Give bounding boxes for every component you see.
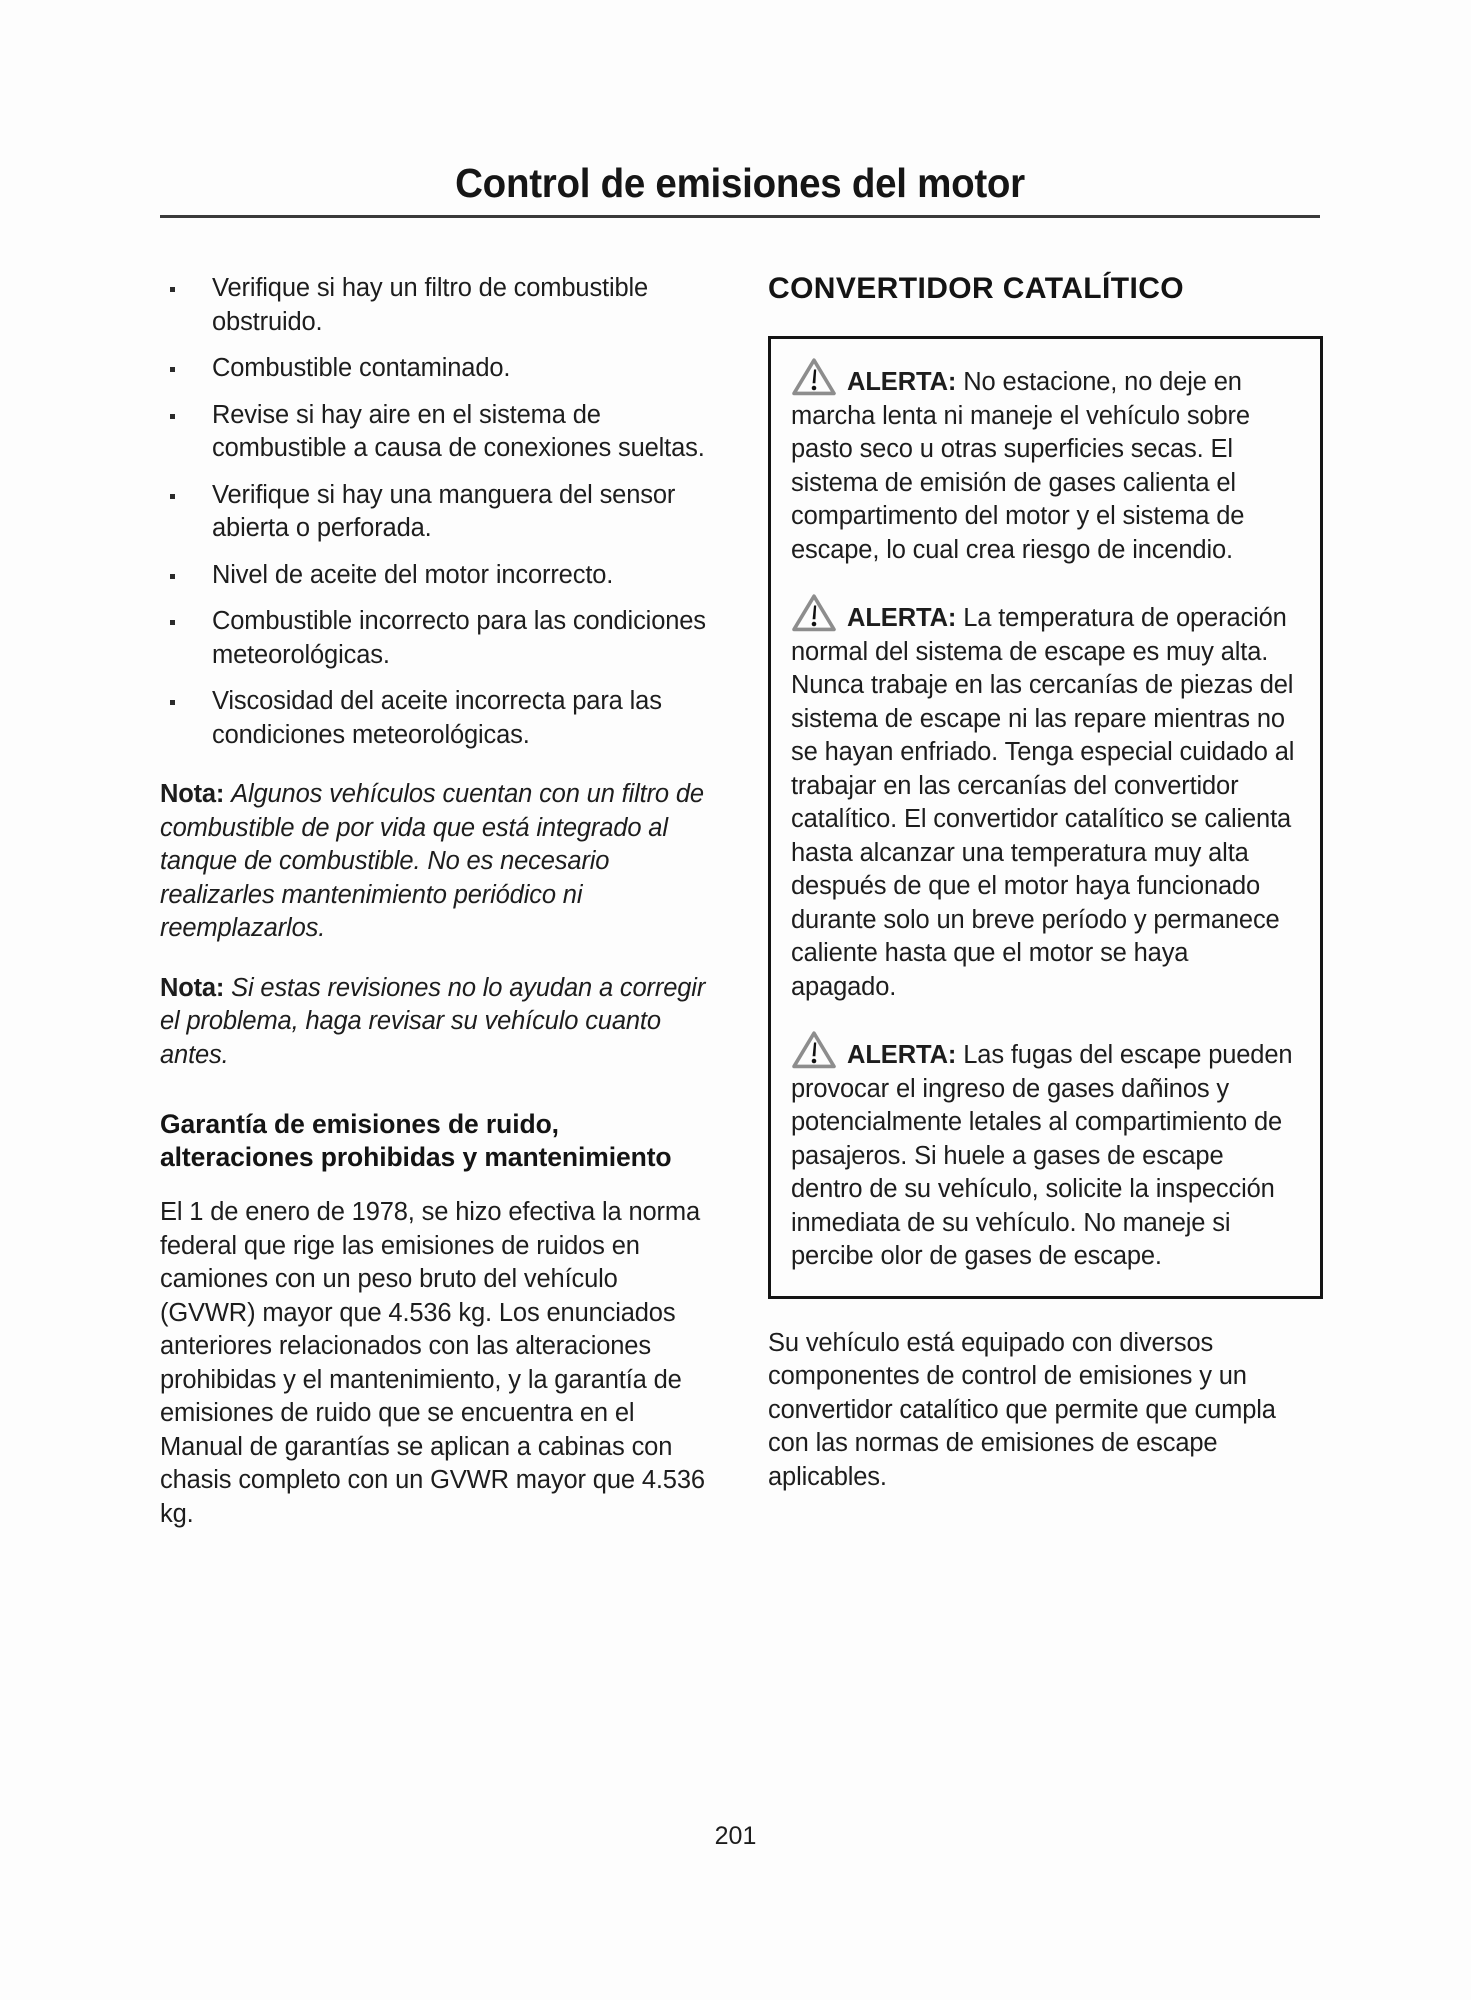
warning-triangle-icon <box>791 1030 837 1070</box>
list-item-text: Combustible contaminado. <box>212 354 511 382</box>
list-item-text: Verifique si hay una manguera del sensor abierta o perforada. <box>212 480 676 542</box>
note-label: Nota: <box>160 780 225 808</box>
alert-body: No estacione, no deje en marcha lenta ni maneje el vehículo sobre pasto seco u otras superficies secas. El sistema de emisión de gases calienta el compartimento del motor y el sistema de escape, lo cual crea riesgo de incendio. <box>791 368 1250 564</box>
alert-item <box>791 1030 1300 1274</box>
list-item-text: Revise si hay aire en el sistema de combustible a causa de conexiones sueltas. <box>212 400 705 462</box>
alert-paragraph <box>791 593 1300 1004</box>
list-item <box>160 559 715 593</box>
list-item <box>160 479 715 546</box>
alert-paragraph <box>791 357 1300 567</box>
alert-body: La temperatura de operación normal del sistema de escape es muy alta. Nunca trabaje en las cercanías de piezas del sistema de escape ni las repare mientras no se hayan enfriado. Tenga especial cuidado al trabajar en las cercanías del convertidor catalítico. El convertidor catalítico se calienta hasta alcanzar una temperatura muy alta después de que el motor haya funcionado durante solo un breve período y permanece caliente hasta que el motor se haya apagado. <box>791 604 1295 1001</box>
list-item <box>160 399 715 466</box>
list-item <box>160 685 715 752</box>
page-header <box>160 160 1320 207</box>
alert-label: ALERTA: <box>847 1041 957 1069</box>
list-item-text: Combustible incorrecto para las condiciones meteorológicas. <box>212 607 706 669</box>
alert-label: ALERTA: <box>847 604 957 632</box>
closing-paragraph: Su vehículo está equipado con diversos componentes de control de emisiones y un convertidor catalítico que permite que cumpla con las normas de emisiones de escape aplicables. <box>768 1328 1276 1491</box>
bullet-dot-icon <box>170 494 175 499</box>
left-column <box>160 272 715 1531</box>
page-number: 201 <box>714 1822 757 1850</box>
bullet-dot-icon <box>170 414 175 419</box>
list-item-text: Verifique si hay un filtro de combustible obstruido. <box>212 274 649 336</box>
symptom-bullet-list <box>160 272 715 752</box>
note-block <box>160 972 715 1073</box>
bullet-dot-icon <box>170 700 175 705</box>
bullet-dot-icon <box>170 620 175 625</box>
subsection-heading: Garantía de emisiones de ruido, alteraciones prohibidas y mantenimiento <box>160 1109 672 1172</box>
bullet-dot-icon <box>170 367 175 372</box>
right-column <box>768 272 1323 1494</box>
bullet-dot-icon <box>170 574 175 579</box>
list-item-text: Viscosidad del aceite incorrecta para las condiciones meteorológicas. <box>212 687 662 749</box>
list-item <box>160 352 715 386</box>
note-text: Algunos vehículos cuentan con un filtro de combustible de por vida que está integrado al tanque de combustible. No es necesario realizarles mantenimiento periódico ni reemplazarlos. <box>160 780 704 942</box>
header-divider <box>160 215 1320 218</box>
body-paragraph: El 1 de enero de 1978, se hizo efectiva la norma federal que rige las emisiones de ruidos en camiones con un peso bruto del vehículo (GVWR) mayor que 4.536 kg. Los enunciados anteriores relacionados con las alteraciones prohibidas y el mantenimiento, y la garantía de emisiones de ruido que se encuentra en el Manual de garantías se aplican a cabinas con chasis completo con un GVWR mayor que 4.536 kg. <box>160 1198 705 1528</box>
note-block <box>160 778 715 946</box>
page-title: Control de emisiones del motor <box>455 160 1025 206</box>
alert-label: ALERTA: <box>847 368 957 396</box>
warning-box <box>768 336 1323 1299</box>
note-label: Nota: <box>160 973 225 1002</box>
alert-paragraph <box>791 1030 1300 1274</box>
alert-item <box>791 593 1300 1004</box>
warning-triangle-icon <box>791 357 837 397</box>
list-item <box>160 272 715 339</box>
list-item-text: Nivel de aceite del motor incorrecto. <box>212 560 614 589</box>
bullet-dot-icon <box>170 287 175 292</box>
alert-body: Las fugas del escape pueden provocar el ingreso de gases dañinos y potencialmente letales al compartimiento de pasajeros. Si huele a gases de escape dentro de su vehículo, solicite la inspección inmediata de su vehículo. No maneje si percibe olor de gases de escape. <box>791 1041 1293 1270</box>
alert-item <box>791 357 1300 567</box>
list-item <box>160 605 715 672</box>
warning-triangle-icon <box>791 593 837 633</box>
section-heading: CONVERTIDOR CATALÍTICO <box>768 272 1184 305</box>
note-text: Si estas revisiones no lo ayudan a corregir el problema, haga revisar su vehículo cuanto antes. <box>160 973 706 1069</box>
